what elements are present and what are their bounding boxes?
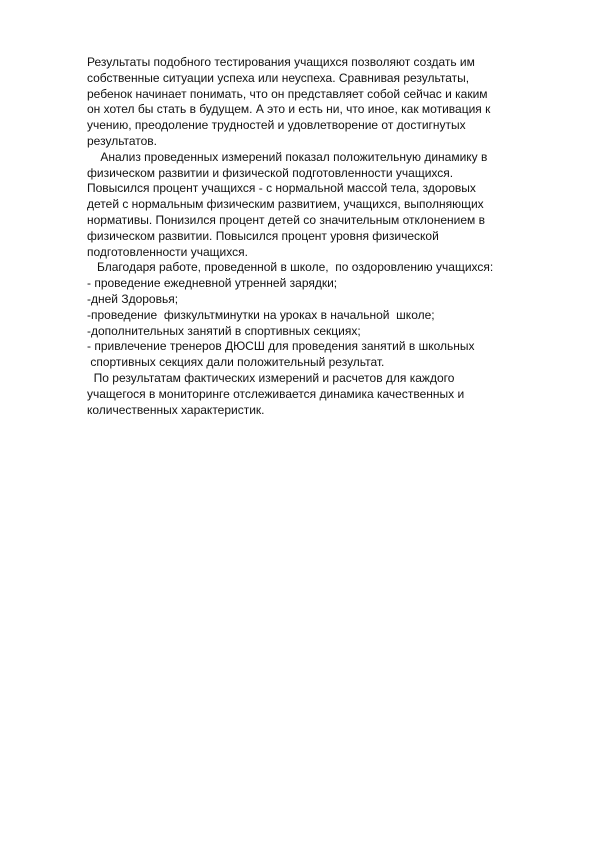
text-line: количественных характеристик. [87, 402, 265, 417]
text-line: Анализ проведенных измерений показал положительную динамику в [87, 149, 488, 164]
list-item: -дополнительных занятий в спортивных секциях; [87, 323, 361, 338]
text-line: учению, преодоление трудностей и удовлетворение от достигнутых [87, 118, 466, 133]
text-line: детей с нормальным физическим развитием, учащихся, выполняющих [87, 197, 484, 212]
text-line: физическом развитии и физической подготовленности учащихся. [87, 165, 454, 180]
body-text [87, 55, 567, 418]
list-item: -проведение физкультминутки на уроках в начальной школе; [87, 307, 435, 322]
list-item: - проведение ежедневной утренней зарядки; [87, 276, 338, 291]
list-item: -дней Здоровья; [87, 291, 179, 306]
text-line: нормативы. Понизился процент детей со значительным отклонением в [87, 212, 485, 227]
list-item: спортивных секциях дали положительный результат. [87, 355, 385, 370]
text-line: результатов. [87, 133, 158, 148]
text-line: учащегося в мониторинге отслеживается динамика качественных и [87, 386, 465, 401]
text-line: По результатам фактических измерений и расчетов для каждого [87, 370, 455, 385]
text-line: Благодаря работе, проведенной в школе, по оздоровлению учащихся: [87, 260, 494, 275]
text-line: собственные ситуации успеха или неуспеха. Сравнивая результаты, [87, 70, 470, 85]
text-line: подготовленности учащихся. [87, 244, 248, 259]
list-item: - привлечение тренеров ДЮСШ для проведения занятий в школьных [87, 339, 475, 354]
text-line: ребенок начинает понимать, что он представляет собой сейчас и каким [87, 86, 488, 101]
text-line: физическом развитии. Повысился процент уровня физической [87, 228, 439, 243]
text-line: Результаты подобного тестирования учащихся позволяют создать им [87, 55, 475, 69]
text-line: Повысился процент учащихся - с нормальной массой тела, здоровых [87, 181, 476, 196]
text-line: он хотел бы стать в будущем. А это и есть ни, что иное, как мотивация к [87, 102, 491, 117]
